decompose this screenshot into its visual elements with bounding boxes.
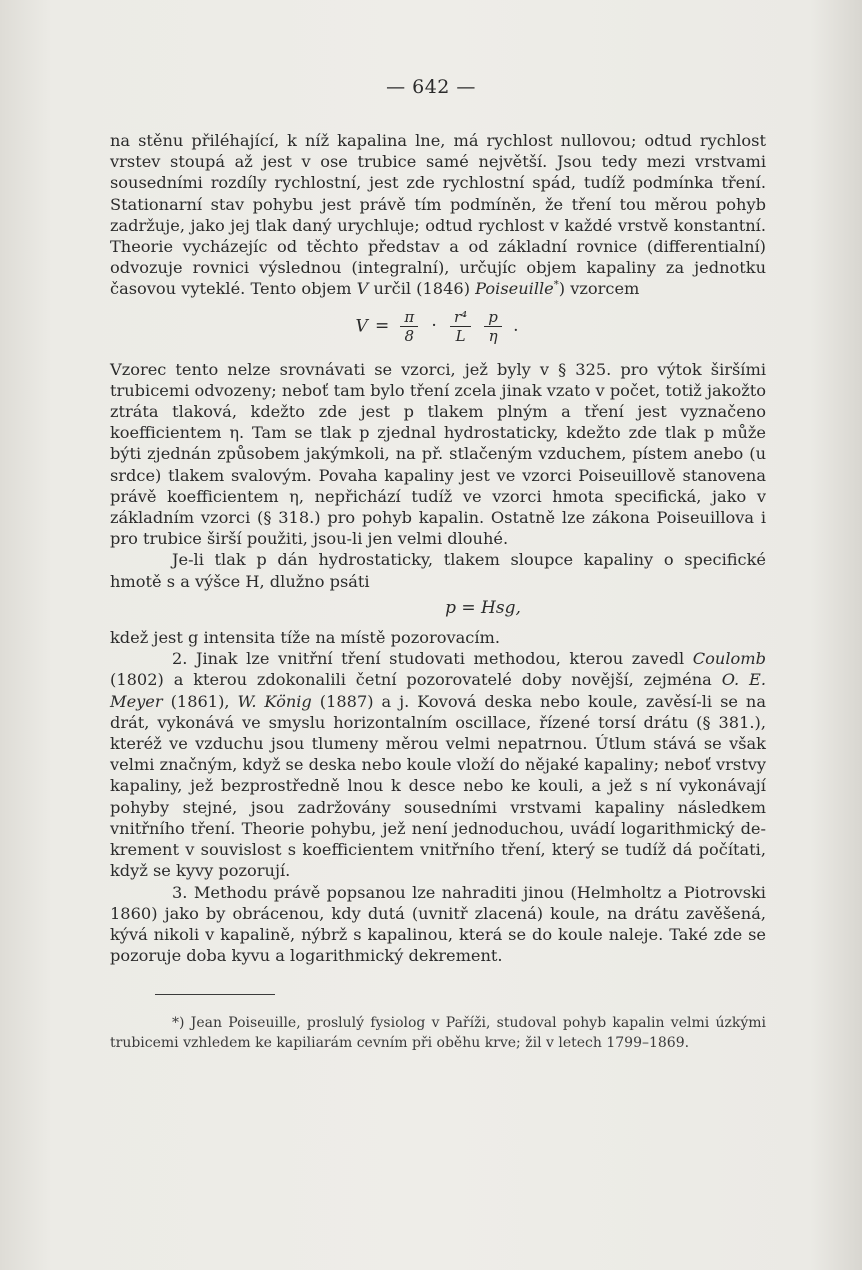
fraction-pi-denominator: 8 <box>404 326 415 345</box>
paragraph-5-text-d: (1887) a j. Kovová deska nebo koule, zavěsí-li se na drát, vykonává ve smyslu horizontalním oscillace, řízené torsí drátu (§ 381.), kteréž ve vzduchu jsou tlumeny měrou velmi nepatrnou. Útlum stává se však velmi značným, když se deska nebo koule vloží do nějaké kapaliny; neboť vrstvy kapaliny, jež bezprostředně lnou k desce nebo ke kouli, a jež s ní vykonávají pohyby stejné, jsou zadržovány sousedními vrstvami kapaliny následkem vnitřního tření. Theorie pohybu, jež není jednoduchou, uvádí logarithmický dekrement v souvislost s koefficientem vnitřního tření, který se tudíž dá počítati, když se kyvy pozorují. <box>110 691 766 881</box>
name-coulomb: Coulomb <box>692 649 766 669</box>
page-body <box>110 130 766 1053</box>
formula-equals: = <box>374 316 390 337</box>
paragraph-5 <box>110 648 766 881</box>
formula-dot: · <box>431 316 437 337</box>
paragraph-2: Vzorec tento nelze srovnávati se vzorci, jež byly v § 325. pro výtok širšími trubicemi odvozeny; neboť tam bylo tření zcela jinak vzato v počet, totiž jakožto ztráta tlaková, kdežto zde jest p tlakem plným a tření jest vyznačeno koefficientem η. Tam se tlak p zjednal hydrostaticky, kdežto zde tlak p může býti zjednán způsobem jakýmkoli, na př. stlačeným vzduchem, pístem anebo (u srdce) tlakem svalovým. Povaha kapaliny jest ve vzorci Poiseuillově stanovena právě koefficientem η, nepřichází tudíž ve vzorci hmota specifická, jako v základním vzorci (§ 318.) pro pohyb kapalin. Ostatně lze zákona Poiseuillova i pro trubice širší použiti, jsou-li jen velmi dlouhé. <box>110 359 766 549</box>
footnote-separator <box>155 994 275 995</box>
paragraph-5-text-a: 2. Jinak lze vnitřní tření studovati methodou, kterou zavedl <box>172 649 693 669</box>
paragraph-5-text-c: (1861), <box>162 691 238 711</box>
variable-v: V <box>356 279 369 299</box>
name-poiseuille: Poiseuille <box>475 279 554 299</box>
paragraph-1 <box>110 130 766 300</box>
paragraph-1-text-c: ) vzorcem <box>558 279 640 299</box>
fraction-pi-numerator: π <box>400 308 418 327</box>
footnote-mark: * <box>553 280 559 292</box>
paragraph-3: Je-li tlak p dán hydrostaticky, tlakem sloupce kapaliny o specifické hmotě s a výšce H, dlužno psáti <box>110 550 766 591</box>
paragraph-6: 3. Methodu právě popsanou lze nahraditi jinou (Helmholtz a Piotrovski 1860) jako by obrácenou, kdy dutá (uvnitř zlacená) koule, na drátu zavěšená, kývá nikoli v kapalině, nýbrž s kapalinou, která se do koule naleje. Také zde se pozoruje doba kyvu a logarithmický dekrement. <box>110 882 766 966</box>
paragraph-1-text-a: na stěnu přiléhající, k níž kapalina lne, má rychlost nullovou; odtud rychlost vrstev stoupá až jest v ose trubice samé největší. Jsou tedy mezi vrstvami sousedními rozdíly rychlostní, jest zde rychlostní spád, tudíž podmínka tření. Stationarní stav pohybu jest právě tím podmíněn, že tření tou měrou pohyb zadržuje, jako jej tlak daný urychluje; odtud rychlost v každé vrstvě konstantní. Theorie vycházejíc od těchto představ a od základní rovnice (differentialní) odvozuje rovnici výslednou (integralní), určujíc objem kapaliny za jednotku časovou vyteklé. Tento objem <box>110 131 766 299</box>
footnote-text: *) Jean Poiseuille, proslulý fysiolog v Paříži, studoval pohyb kapalin velmi úzkými trubicemi vzhledem ke kapiliarám cevním při oběhu krve; žil v letech 1799–1869. <box>110 1015 766 1052</box>
formula-lhs: V <box>355 316 368 337</box>
fraction-p-numerator: p <box>484 308 502 327</box>
fraction-r4-denominator: L <box>455 326 466 345</box>
fraction-pi-8 <box>400 308 418 345</box>
fraction-r4-l <box>450 308 471 345</box>
fraction-p-denominator: η <box>488 326 498 345</box>
formula-period: . <box>513 316 519 337</box>
name-konig: W. König <box>237 691 312 711</box>
paragraph-4: kdež jest g intensita tíže na místě pozorovacím. <box>110 628 501 648</box>
pressure-formula: p = Hsg, <box>445 597 521 618</box>
page-number: — 642 — <box>386 76 476 98</box>
poiseuille-formula <box>110 308 766 345</box>
paragraph-1-text-b: určil (1846) <box>368 279 476 299</box>
name-meyer: O. E. Meyer <box>110 670 766 711</box>
paragraph-5-text-b: (1802) a kterou zdokonalili četní pozorovatelé doby novější, zejména <box>110 670 722 690</box>
fraction-r4-numerator: r⁴ <box>450 308 471 327</box>
footnote <box>110 1013 766 1053</box>
fraction-p-eta <box>484 308 502 345</box>
